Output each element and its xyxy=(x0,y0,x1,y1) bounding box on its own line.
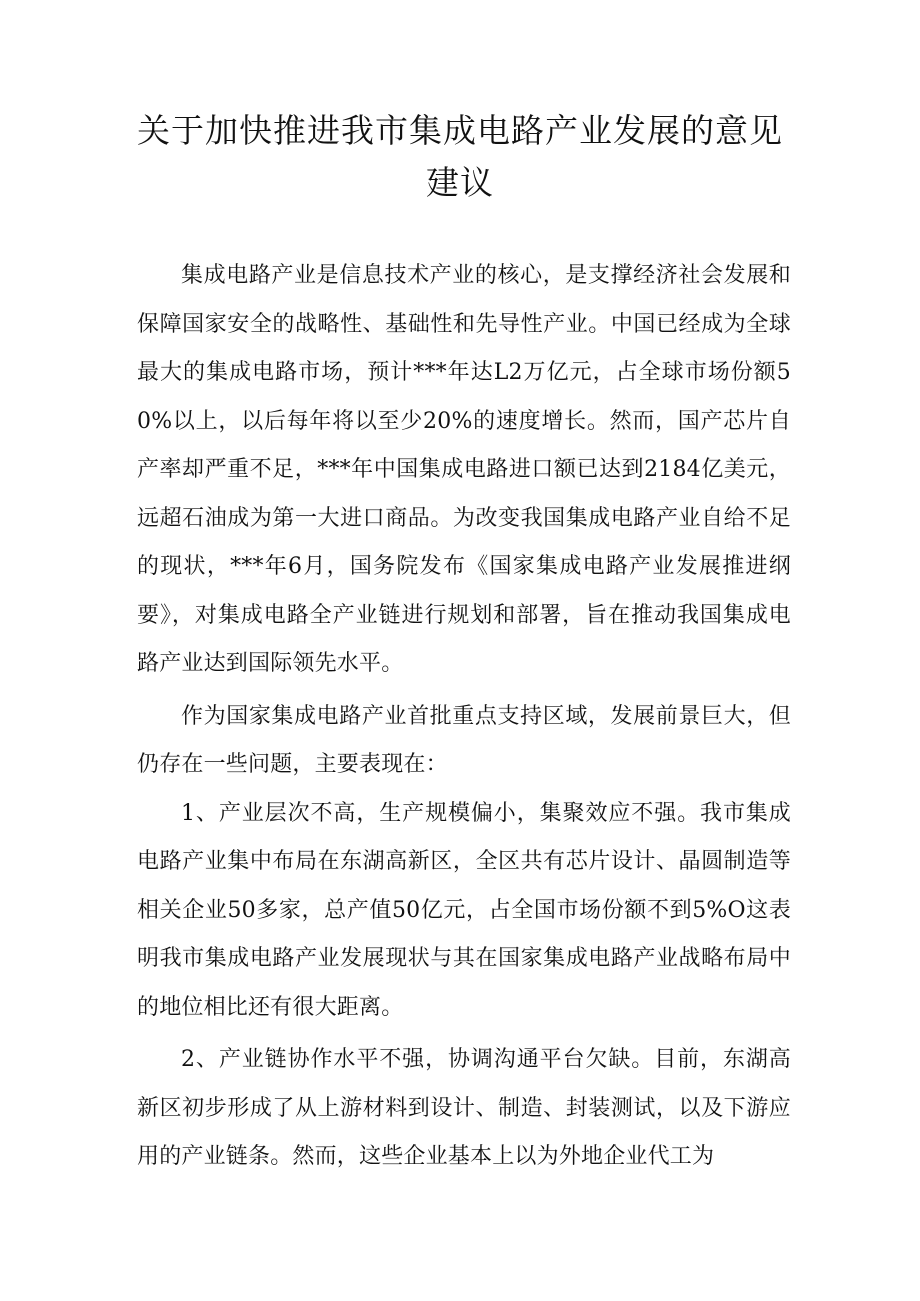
paragraph-problem-2: 2、产业链协作水平不强，协调沟通平台欠缺。目前，东湖高新区初步形成了从上游材料到设计、制造、封装测试，以及下游应用的产业链条。然而，这些企业基本上以为外地企业代工为 xyxy=(137,1047,791,1169)
paragraph-intro: 集成电路产业是信息技术产业的核心，是支撑经济社会发展和保障国家安全的战略性、基础性和先导性产业。中国已经成为全球最大的集成电路市场，预计***年达L2万亿元，占全球市场份额50%以上，以后每年将以至少20%的速度增长。然而，国产芯片自产率却严重不足，***年中国集成电路进口额已达到2184亿美元，远超石油成为第一大进口商品。为改变我国集成电路产业自给不足的现状，***年6月，国务院发布《国家集成电路产业发展推进纲要》，对集成电路全产业链进行规划和部署，旨在推动我国集成电路产业达到国际领先水平。 xyxy=(137,263,791,676)
document-body xyxy=(137,252,791,1182)
paragraph-problems-lead: 作为国家集成电路产业首批重点支持区域，发展前景巨大，但仍存在一些问题，主要表现在： xyxy=(137,703,791,777)
paragraph-problem-1: 1、产业层次不高，生产规模偏小，集聚效应不强。我市集成电路产业集中布局在东湖高新区，全区共有芯片设计、晶圆制造等相关企业50多家，总产值50亿元，占全国市场份额不到5%O这表明我市集成电路产业发展现状与其在国家集成电路产业战略布局中的地位相比还有很大距离。 xyxy=(137,800,791,1020)
document-title: 关于加快推进我市集成电路产业发展的意见建议 xyxy=(137,111,783,202)
